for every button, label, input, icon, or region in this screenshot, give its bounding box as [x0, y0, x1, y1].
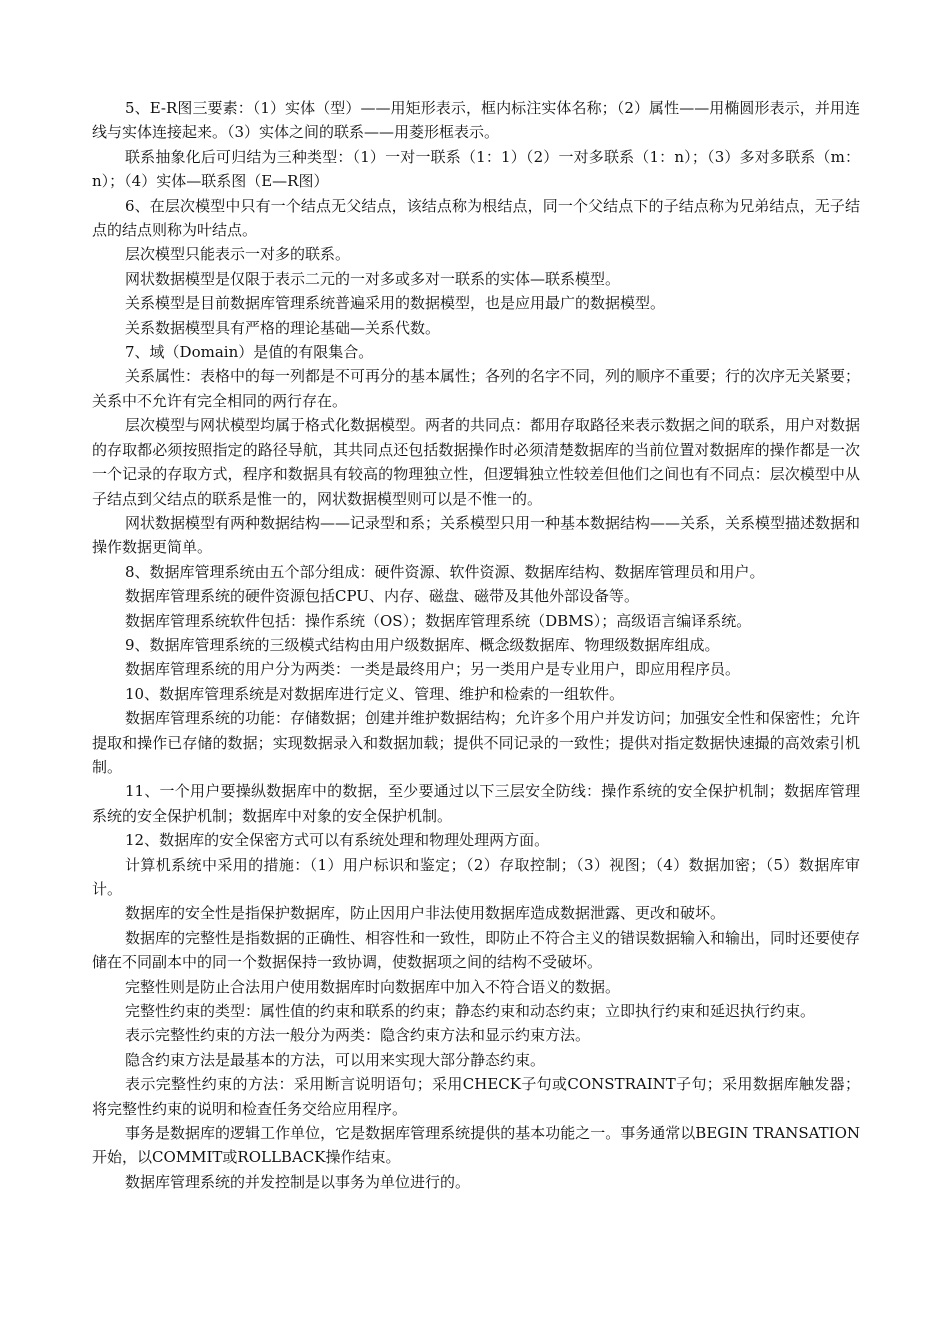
paragraph: 网状数据模型有两种数据结构——记录型和系；关系模型只用一种基本数据结构——关系，关系模型描述数据和操作数据更简单。	[92, 513, 861, 557]
paragraph: 数据库管理系统的并发控制是以事务为单位进行的。	[125, 1172, 471, 1191]
paragraph: 5、E-R图三要素：（1）实体（型）——用矩形表示，框内标注实体名称；（2）属性——用椭圆形表示，并用连线与实体连接起来。（3）实体之间的联系——用菱形框表示。	[92, 99, 860, 142]
paragraph: 联系抽象化后可归结为三种类型：（1）一对一联系（1：1）（2）一对多联系（1：n）；（3）多对多联系（m：n）；（4）实体—联系图（E—R图）	[92, 147, 860, 191]
paragraph: 层次模型与网状模型均属于格式化数据模型。两者的共同点：都用存取路径来表示数据之间的联系，用户对数据的存取都必须按照指定的路径导航，其共同点还包括数据操作时必须清楚数据库的当前位置对数据库的操作都是一次一个记录的存取方式，程序和数据具有较高的物理独立性，但逻辑独立性较差但他们之间也有不同点：层次模型中从子结点到父结点的联系是惟一的，网状数据模型则可以是不惟一的。	[92, 416, 861, 508]
paragraph: 表示完整性约束的方法一般分为两类：隐含约束方法和显示约束方法。	[125, 1026, 591, 1045]
paragraph: 7、域（Domain）是值的有限集合。	[125, 343, 374, 362]
paragraph: 11、一个用户要操纵数据库中的数据，至少要通过以下三层安全防线：操作系统的安全保护机制；数据库管理系统的安全保护机制；数据库中对象的安全保护机制。	[92, 782, 860, 825]
paragraph: 数据库管理系统的功能：存储数据；创建并维护数据结构；允许多个用户并发访问；加强安全性和保密性；允许提取和操作已存储的数据；实现数据录入和数据加载；提供不同记录的一致性；提供对指定数据快速撮的高效索引机制。	[92, 709, 861, 776]
paragraph: 12、数据库的安全保密方式可以有系统处理和物理处理两方面。	[125, 831, 550, 850]
paragraph: 表示完整性约束的方法：采用断言说明语句；采用CHECK子句或CONSTRAINT子句；采用数据库触发器；将完整性约束的说明和检查任务交给应用程序。	[92, 1075, 860, 1118]
paragraph: 数据库管理系统的硬件资源包括CPU、内存、磁盘、磁带及其他外部设备等。	[125, 587, 639, 606]
paragraph: 隐含约束方法是最基本的方法，可以用来实现大部分静态约束。	[125, 1050, 546, 1069]
paragraph: 10、数据库管理系统是对数据库进行定义、管理、维护和检索的一组软件。	[125, 684, 625, 703]
paragraph: 事务是数据库的逻辑工作单位，它是数据库管理系统提供的基本功能之一。事务通常以BEGIN TRANSATION开始，以COMMIT或ROLLBACK操作结束。	[92, 1124, 860, 1167]
paragraph: 完整性约束的类型：属性值的约束和联系的约束；静态约束和动态约束；立即执行约束和延迟执行约束。	[125, 1002, 816, 1021]
document-page	[92, 96, 860, 1194]
paragraph: 8、数据库管理系统由五个部分组成：硬件资源、软件资源、数据库结构、数据库管理员和用户。	[125, 562, 765, 581]
paragraph: 关系属性：表格中的每一列都是不可再分的基本属性；各列的名字不同，列的顺序不重要；行的次序无关紧要；关系中不允许有完全相同的两行存在。	[92, 367, 861, 410]
paragraph: 网状数据模型是仅限于表示二元的一对多或多对一联系的实体—联系模型。	[125, 269, 621, 288]
paragraph: 关系模型是目前数据库管理系统普遍采用的数据模型，也是应用最广的数据模型。	[125, 294, 666, 313]
paragraph: 层次模型只能表示一对多的联系。	[125, 245, 351, 264]
paragraph: 数据库的完整性是指数据的正确性、相容性和一致性，即防止不符合主义的错误数据输入和输出，同时还要使存储在不同副本中的同一个数据保持一致协调，使数据项之间的结构不受破坏。	[92, 928, 861, 972]
paragraph: 完整性则是防止合法用户使用数据库时向数据库中加入不符合语义的数据。	[125, 977, 621, 996]
paragraph: 计算机系统中采用的措施：（1）用户标识和鉴定；（2）存取控制；（3）视图；（4）数据加密；（5）数据库审计。	[92, 855, 860, 898]
paragraph: 数据库管理系统的用户分为两类：一类是最终用户；另一类用户是专业用户，即应用程序员。	[125, 660, 741, 679]
paragraph: 数据库管理系统软件包括：操作系统（OS）；数据库管理系统（DBMS）；高级语言编译系统。	[125, 611, 752, 630]
paragraph: 关系数据模型具有严格的理论基础—关系代数。	[125, 318, 441, 337]
paragraph: 9、数据库管理系统的三级模式结构由用户级数据库、概念级数据库、物理级数据库组成。	[125, 635, 720, 654]
paragraph: 数据库的安全性是指保护数据库，防止因用户非法使用数据库造成数据泄露、更改和破坏。	[125, 904, 726, 923]
paragraph: 6、在层次模型中只有一个结点无父结点，该结点称为根结点，同一个父结点下的子结点称为兄弟结点，无子结点的结点则称为叶结点。	[92, 196, 860, 240]
